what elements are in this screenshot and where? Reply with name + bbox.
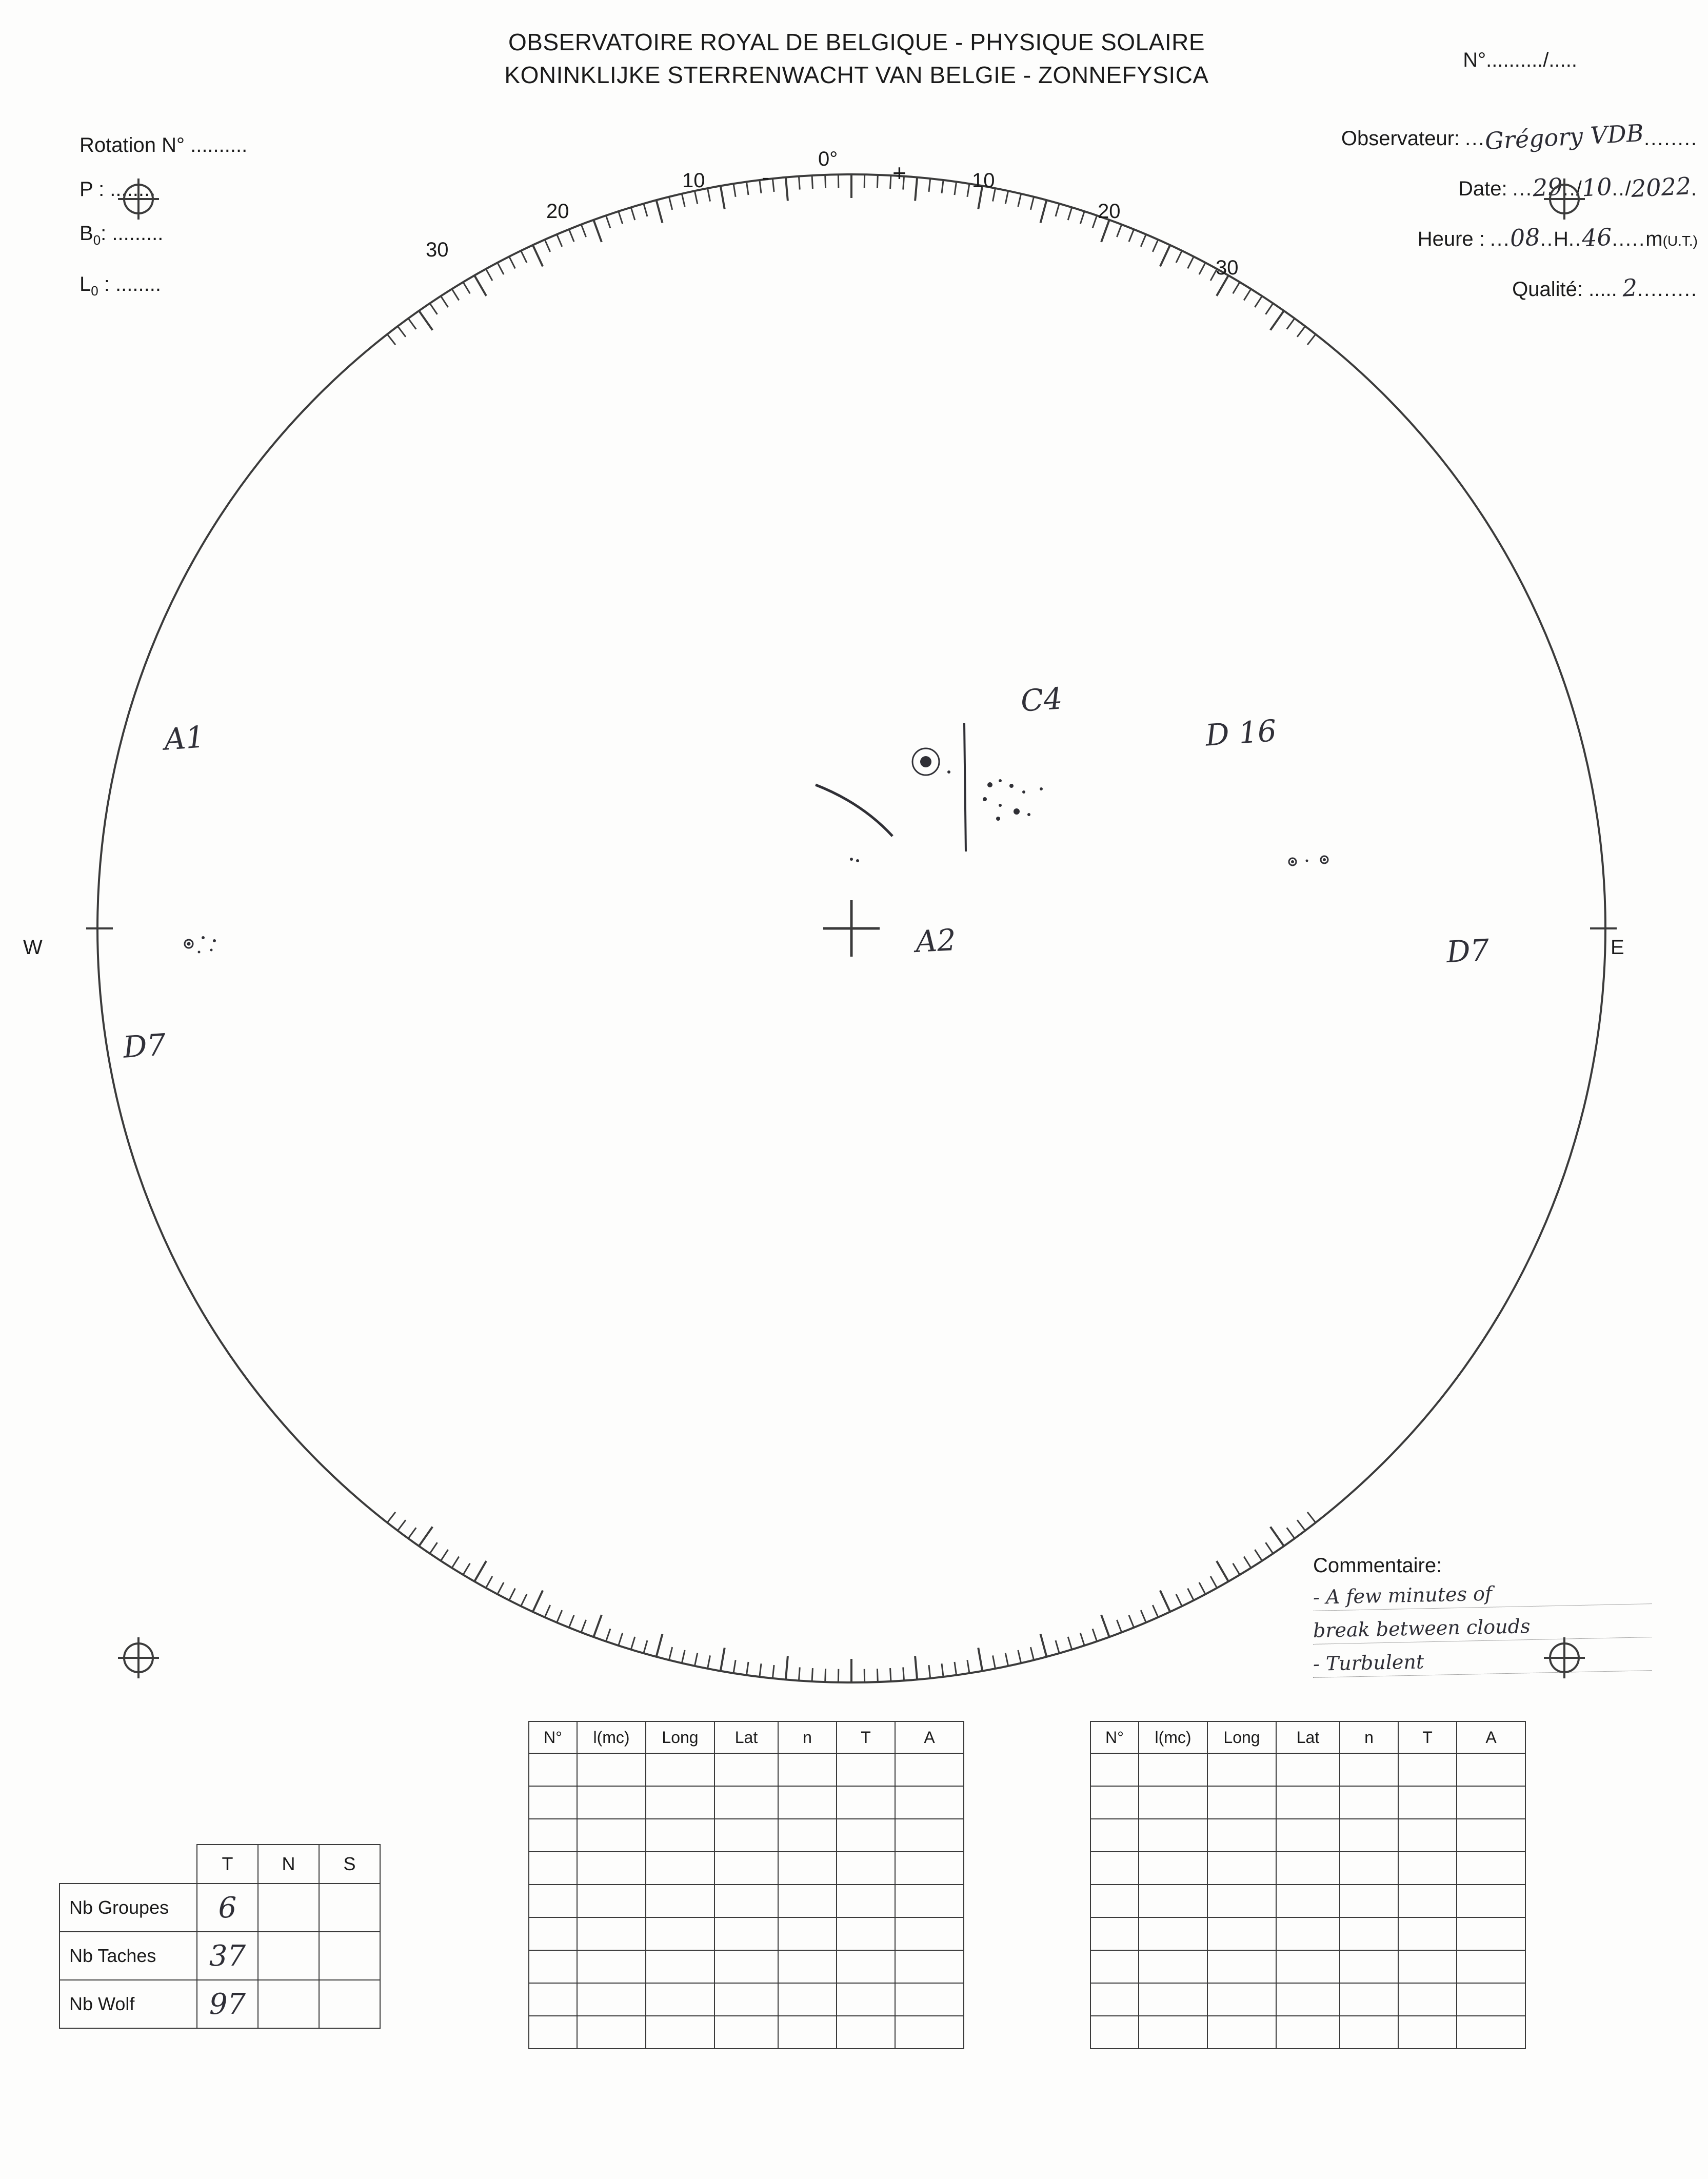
table-cell[interactable] (1276, 1983, 1340, 2016)
counts-cell-s[interactable] (319, 1884, 380, 1932)
table-row[interactable] (1090, 1950, 1525, 1983)
table-cell[interactable] (1207, 1852, 1276, 1885)
table-cell[interactable] (778, 1852, 837, 1885)
table-cell[interactable] (895, 1753, 964, 1786)
west-label: W (23, 936, 43, 959)
counts-header-t: T (197, 1845, 258, 1884)
table-row[interactable] (1090, 1983, 1525, 2016)
table-cell[interactable] (529, 1852, 577, 1885)
solar-disk-drawing (77, 154, 1626, 1703)
table-cell[interactable] (577, 1917, 646, 1950)
commentaire-title: Commentaire: (1313, 1554, 1442, 1577)
table-cell[interactable] (837, 1983, 895, 2016)
table-cell[interactable] (895, 1950, 964, 1983)
counts-row-label: Nb Wolf (59, 1980, 197, 2028)
table-row[interactable] (529, 1885, 964, 1917)
table-cell[interactable] (1139, 1819, 1207, 1852)
table-cell[interactable] (646, 1753, 714, 1786)
table-cell[interactable] (1457, 1819, 1525, 1852)
title-line-fr: OBSERVATOIRE ROYAL DE BELGIQUE - PHYSIQUE SOLAIRE (508, 29, 1205, 55)
sunspot-group-d7-east (1289, 856, 1328, 865)
table-cell[interactable] (714, 1852, 778, 1885)
time-dots: ... (1489, 228, 1511, 250)
date-sep-2: / (1625, 177, 1631, 200)
data-table-header-lmc: l(mc) (1139, 1721, 1207, 1753)
table-cell[interactable] (1090, 1819, 1139, 1852)
table-cell[interactable] (577, 1819, 646, 1852)
time-label: Heure : (1417, 228, 1485, 250)
table-cell[interactable] (895, 1852, 964, 1885)
table-cell[interactable] (1398, 1950, 1457, 1983)
table-cell[interactable] (1139, 1983, 1207, 2016)
counts-cell-t[interactable] (197, 1932, 258, 1980)
param-l0-sub: 0 (91, 283, 98, 299)
table-cell[interactable] (1457, 1753, 1525, 1786)
annotation-d16: D 16 (1204, 713, 1278, 753)
table-cell[interactable] (1090, 1786, 1139, 1819)
quality-label: Qualité: ..... (1512, 278, 1617, 301)
table-cell[interactable] (1398, 1819, 1457, 1852)
table-cell[interactable] (1139, 1885, 1207, 1917)
table-cell[interactable] (1457, 1917, 1525, 1950)
title-line-nl: KONINKLIJKE STERRENWACHT VAN BELGIE - ZONNEFYSICA (504, 62, 1209, 88)
counts-row-label: Nb Taches (59, 1932, 197, 1980)
table-cell[interactable] (1276, 1852, 1340, 1885)
param-l0-label: L (80, 273, 91, 295)
table-cell[interactable] (714, 2016, 778, 2049)
table-cell[interactable] (1090, 1983, 1139, 2016)
table-cell[interactable] (1340, 1917, 1398, 1950)
table-cell[interactable] (1398, 1753, 1457, 1786)
tick-label-0: 0° (818, 148, 838, 170)
data-table-header-lat: Lat (1276, 1721, 1340, 1753)
observer-label: Observateur: (1341, 127, 1460, 150)
table-cell[interactable] (778, 1983, 837, 2016)
sheet-number-field[interactable]: N°........../..... (1463, 49, 1577, 71)
time-ut-note: (U.T.) (1662, 233, 1698, 249)
table-cell[interactable] (1090, 2016, 1139, 2049)
table-cell[interactable] (577, 1753, 646, 1786)
param-b0-label: B (80, 222, 93, 245)
tick-label-20-left: 20 (546, 200, 569, 223)
date-field[interactable]: Date: ... 29 .. / 10 .. / 2022 . (1458, 171, 1698, 203)
table-cell[interactable] (646, 1983, 714, 2016)
table-cell[interactable] (1207, 1786, 1276, 1819)
table-cell[interactable] (1398, 1917, 1457, 1950)
table-cell[interactable] (778, 1753, 837, 1786)
table-cell[interactable] (837, 1917, 895, 1950)
table-cell[interactable] (837, 1753, 895, 1786)
sunspot-group-d7-west (185, 936, 216, 954)
time-hour-unit: H (1553, 228, 1568, 250)
table-cell[interactable] (577, 1885, 646, 1917)
table-row[interactable] (529, 1753, 964, 1786)
counts-cell-n[interactable] (258, 1932, 319, 1980)
table-cell[interactable] (646, 1917, 714, 1950)
table-cell[interactable] (837, 1819, 895, 1852)
annotation-a2: A2 (915, 922, 957, 960)
table-cell[interactable] (1398, 2016, 1457, 2049)
table-row[interactable] (529, 1950, 964, 1983)
commentaire-line-2: break between clouds (1313, 1612, 1652, 1645)
observer-trailing-dots: ........ (1644, 127, 1698, 150)
table-cell[interactable] (1207, 1819, 1276, 1852)
table-cell[interactable] (895, 1917, 964, 1950)
table-cell[interactable] (778, 1786, 837, 1819)
table-cell[interactable] (1276, 1950, 1340, 1983)
table-cell[interactable] (1276, 1819, 1340, 1852)
table-cell[interactable] (1090, 1917, 1139, 1950)
table-cell[interactable] (1139, 1950, 1207, 1983)
sunspot-group-c4 (912, 748, 950, 775)
counts-row-label: Nb Groupes (59, 1884, 197, 1932)
table-cell[interactable] (646, 1852, 714, 1885)
table-cell[interactable] (837, 1852, 895, 1885)
table-row[interactable] (529, 1819, 964, 1852)
table-cell[interactable] (1090, 1753, 1139, 1786)
tick-label-10-right: 10 (972, 169, 995, 192)
date-sep-1: / (1576, 177, 1582, 200)
data-table-header-a: A (895, 1721, 964, 1753)
table-cell[interactable] (1207, 1885, 1276, 1917)
annotation-d7-east: D7 (1445, 932, 1491, 970)
counts-cell-s[interactable] (319, 1980, 380, 2028)
data-table-header-a: A (1457, 1721, 1525, 1753)
table-cell[interactable] (1207, 1950, 1276, 1983)
data-table-header-n: N° (1090, 1721, 1139, 1753)
counts-row (59, 1884, 380, 1932)
table-cell[interactable] (529, 1950, 577, 1983)
counts-value: 6 (218, 1891, 237, 1925)
table-cell[interactable] (577, 1852, 646, 1885)
table-cell[interactable] (646, 1885, 714, 1917)
time-minutes: 46 (1581, 223, 1613, 252)
table-cell[interactable] (837, 1885, 895, 1917)
data-table-header-n: n (778, 1721, 837, 1753)
table-cell[interactable] (1340, 1885, 1398, 1917)
table-cell[interactable] (1276, 1885, 1340, 1917)
table-cell[interactable] (529, 1753, 577, 1786)
tick-label-20-right: 20 (1098, 200, 1121, 223)
table-cell[interactable] (895, 1786, 964, 1819)
counts-value: 97 (209, 1987, 246, 2021)
counts-cell-n[interactable] (258, 1884, 319, 1932)
table-row[interactable] (529, 2016, 964, 2049)
table-cell[interactable] (895, 1885, 964, 1917)
table-cell[interactable] (714, 1950, 778, 1983)
table-cell[interactable] (529, 1819, 577, 1852)
table-cell[interactable] (1457, 1885, 1525, 1917)
counts-header-n: N (258, 1845, 319, 1884)
table-cell[interactable] (1207, 1983, 1276, 2016)
counts-header-blank (59, 1845, 197, 1884)
time-field[interactable]: Heure : ... 08 .. H .. 46 ..... m (U.T.) (1417, 223, 1698, 252)
commentaire-line-3: - Turbulent (1313, 1646, 1652, 1678)
table-cell[interactable] (1276, 1786, 1340, 1819)
table-cell[interactable] (895, 1983, 964, 2016)
table-cell[interactable] (1207, 2016, 1276, 2049)
time-hours: 08 (1509, 223, 1541, 252)
table-row[interactable] (1090, 1852, 1525, 1885)
date-label: Date: (1458, 177, 1507, 200)
observer-field[interactable] (1185, 118, 1698, 155)
commentaire-block (1313, 1554, 1652, 1682)
date-dots: ... (1512, 177, 1533, 200)
table-cell[interactable] (1340, 1852, 1398, 1885)
param-l0-rest: : ........ (98, 273, 161, 295)
table-cell[interactable] (1276, 1917, 1340, 1950)
counts-row (59, 1980, 380, 2028)
table-row[interactable] (1090, 1917, 1525, 1950)
tick-label-30-right: 30 (1216, 256, 1239, 279)
table-cell[interactable] (577, 1786, 646, 1819)
table-cell[interactable] (1139, 1786, 1207, 1819)
table-row[interactable] (1090, 1786, 1525, 1819)
table-cell[interactable] (714, 1819, 778, 1852)
table-cell[interactable] (714, 1786, 778, 1819)
table-cell[interactable] (1276, 2016, 1340, 2049)
table-cell[interactable] (1139, 2016, 1207, 2049)
commentaire-lines[interactable] (1313, 1582, 1652, 1674)
table-cell[interactable] (646, 1950, 714, 1983)
table-cell[interactable] (1207, 1753, 1276, 1786)
table-cell[interactable] (778, 1885, 837, 1917)
param-rotation[interactable]: Rotation N° .......... (80, 134, 248, 156)
table-cell[interactable] (1139, 1753, 1207, 1786)
data-table-header-n: N° (529, 1721, 577, 1753)
table-cell[interactable] (837, 1950, 895, 1983)
table-cell[interactable] (529, 2016, 577, 2049)
table-cell[interactable] (1340, 1950, 1398, 1983)
table-cell[interactable] (577, 1950, 646, 1983)
table-cell[interactable] (646, 1786, 714, 1819)
table-cell[interactable] (529, 1917, 577, 1950)
quality-trailing-dots: ......... (1637, 278, 1698, 301)
table-cell[interactable] (1457, 1950, 1525, 1983)
annotation-a1: A1 (163, 719, 206, 757)
table-cell[interactable] (577, 2016, 646, 2049)
counts-cell-t[interactable] (197, 1884, 258, 1932)
table-cell[interactable] (646, 2016, 714, 2049)
annotation-d7-west: D7 (122, 1027, 167, 1065)
quality-value: 2 (1621, 273, 1638, 302)
tick-label-10-left: 10 (682, 169, 705, 192)
table-row[interactable] (1090, 2016, 1525, 2049)
table-cell[interactable] (837, 1786, 895, 1819)
counts-cell-s[interactable] (319, 1932, 380, 1980)
table-cell[interactable] (1398, 1852, 1457, 1885)
table-cell[interactable] (1340, 1753, 1398, 1786)
table-cell[interactable] (1398, 1885, 1457, 1917)
table-cell[interactable] (778, 1950, 837, 1983)
table-cell[interactable] (1340, 2016, 1398, 2049)
date-year: 2022 (1630, 171, 1692, 203)
sunspot-group-a2-trail (816, 785, 892, 862)
table-cell[interactable] (714, 1917, 778, 1950)
data-table-header-long: Long (646, 1721, 714, 1753)
table-cell[interactable] (1340, 1983, 1398, 2016)
table-cell[interactable] (1139, 1852, 1207, 1885)
table-cell[interactable] (1340, 1819, 1398, 1852)
param-p[interactable]: P : ........ (80, 178, 156, 201)
data-table-header-n: n (1340, 1721, 1398, 1753)
data-table-header-t: T (837, 1721, 895, 1753)
table-cell[interactable] (529, 1786, 577, 1819)
counts-row (59, 1932, 380, 1980)
counts-cell-t[interactable] (197, 1980, 258, 2028)
table-cell[interactable] (646, 1819, 714, 1852)
table-cell[interactable] (1207, 1917, 1276, 1950)
sunspot-data-table-right[interactable] (1090, 1721, 1526, 2049)
table-cell[interactable] (895, 2016, 964, 2049)
table-cell[interactable] (1457, 2016, 1525, 2049)
sunspot-data-table-left[interactable] (528, 1721, 964, 2049)
table-cell[interactable] (714, 1983, 778, 2016)
param-b0-rest: : ......... (101, 222, 164, 245)
data-table-header-lmc: l(mc) (577, 1721, 646, 1753)
table-cell[interactable] (1090, 1852, 1139, 1885)
table-cell[interactable] (577, 1983, 646, 2016)
counts-header-s: S (319, 1845, 380, 1884)
table-cell[interactable] (1398, 1983, 1457, 2016)
table-row[interactable] (529, 1917, 964, 1950)
data-table-header-lat: Lat (714, 1721, 778, 1753)
time-minute-unit: m (1645, 228, 1663, 250)
disk-center-cross (823, 900, 880, 957)
plus-sign-label: + (892, 160, 906, 186)
counts-table[interactable] (59, 1844, 381, 2029)
observer-dots: ... (1465, 127, 1485, 150)
date-month: 10 (1581, 172, 1613, 202)
table-cell[interactable] (714, 1885, 778, 1917)
east-label: E (1611, 936, 1624, 959)
counts-cell-n[interactable] (258, 1980, 319, 2028)
table-row[interactable] (1090, 1753, 1525, 1786)
table-cell[interactable] (778, 1819, 837, 1852)
data-table-header-long: Long (1207, 1721, 1276, 1753)
table-cell[interactable] (1276, 1753, 1340, 1786)
table-row[interactable] (529, 1983, 964, 2016)
date-day: 29 (1532, 172, 1563, 202)
table-row[interactable] (529, 1852, 964, 1885)
table-row[interactable] (1090, 1885, 1525, 1917)
table-cell[interactable] (1457, 1786, 1525, 1819)
minus-sign-label: - (762, 164, 770, 190)
table-cell[interactable] (1139, 1917, 1207, 1950)
table-cell[interactable] (1457, 1852, 1525, 1885)
table-cell[interactable] (778, 2016, 837, 2049)
table-row[interactable] (529, 1786, 964, 1819)
tick-label-30-left: 30 (426, 239, 449, 261)
page-title (380, 26, 1334, 91)
commentaire-line-1: - A few minutes of (1313, 1579, 1652, 1611)
table-cell[interactable] (529, 1885, 577, 1917)
table-cell[interactable] (1398, 1786, 1457, 1819)
observer-value: Grégory VDB (1484, 118, 1645, 155)
counts-value: 37 (209, 1939, 246, 1973)
table-cell[interactable] (1090, 1950, 1139, 1983)
sunspot-group-d16 (964, 723, 1043, 851)
table-cell[interactable] (1090, 1885, 1139, 1917)
annotation-c4: C4 (1019, 681, 1064, 719)
table-cell[interactable] (778, 1917, 837, 1950)
data-table-header-t: T (1398, 1721, 1457, 1753)
table-cell[interactable] (529, 1983, 577, 2016)
table-cell[interactable] (714, 1753, 778, 1786)
param-b0-sub: 0 (93, 232, 101, 248)
table-cell[interactable] (1457, 1983, 1525, 2016)
table-cell[interactable] (837, 2016, 895, 2049)
table-row[interactable] (1090, 1819, 1525, 1852)
table-cell[interactable] (1340, 1786, 1398, 1819)
table-cell[interactable] (895, 1819, 964, 1852)
